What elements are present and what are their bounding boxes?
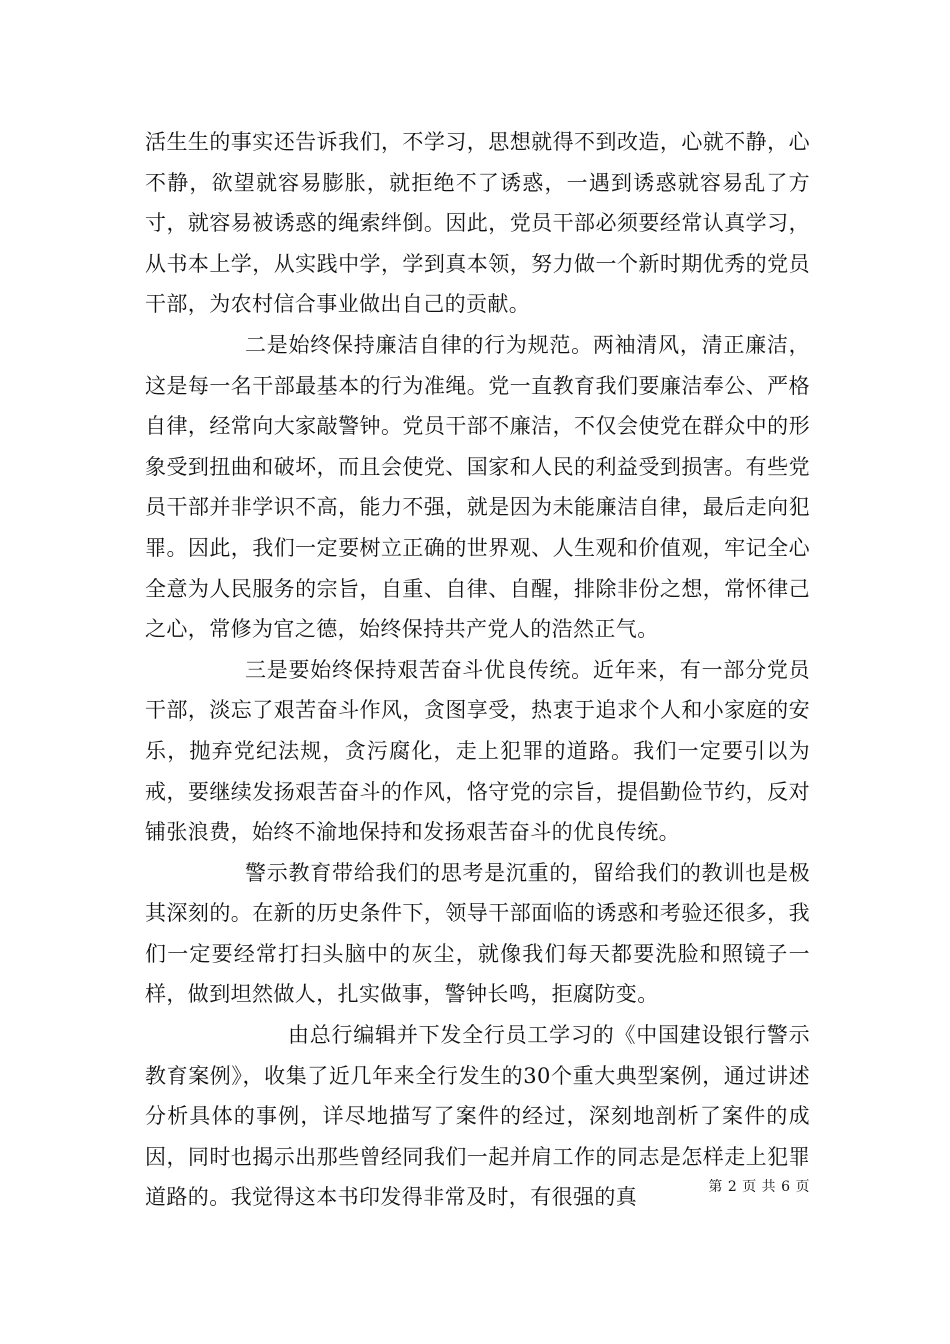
document-body	[145, 122, 810, 1218]
paragraph-case-book: 由总行编辑并下发全行员工学习的《中国建设银行警示教育案例》，收集了近几年来全行发生的30个重大典型案例，通过讲述分析具体的事例，详尽地描写了案件的经过，深刻地剖析了案件的成因，同时也揭示出那些曾经同我们一起并肩工作的同志是怎样走上犯罪道路的。我觉得这本书印发得非常及时，有很强的真	[145, 1023, 810, 1210]
page-number-footer: 第 2 页 共 6 页	[708, 1179, 810, 1195]
paragraph-integrity: 二是始终保持廉洁自律的行为规范。两袖清风，清正廉洁，这是每一名干部最基本的行为准绳。党一直教育我们要廉洁奉公、严格自律，经常向大家敲警钟。党员干部不廉洁，不仅会使党在群众中的形象受到扭曲和破坏，而且会使党、国家和人民的利益受到损害。有些党员干部并非学识不高，能力不强，就是因为未能廉洁自律，最后走向犯罪。因此，我们一定要树立正确的世界观、人生观和价值观，牢记全心全意为人民服务的宗旨，自重、自律、自醒，排除非份之想，常怀律己之心，常修为官之德，始终保持共产党人的浩然正气。	[145, 332, 810, 642]
paragraph-warning-education: 警示教育带给我们的思考是沉重的，留给我们的教训也是极其深刻的。在新的历史条件下，领导干部面临的诱惑和考验还很多，我们一定要经常打扫头脑中的灰尘，就像我们每天都要洗脸和照镜子一样，做到坦然做人，扎实做事，警钟长鸣，拒腐防变。	[145, 860, 810, 1007]
paragraph-hard-work: 三是要始终保持艰苦奋斗优良传统。近年来，有一部分党员干部，淡忘了艰苦奋斗作风，贪图享受，热衷于追求个人和小家庭的安乐，抛弃党纪法规，贪污腐化，走上犯罪的道路。我们一定要引以为戒，要继续发扬艰苦奋斗的作风，恪守党的宗旨，提倡勤俭节约，反对铺张浪费，始终不渝地保持和发扬艰苦奋斗的优良传统。	[145, 657, 810, 845]
paragraph-continuation: 活生生的事实还告诉我们，不学习，思想就得不到改造，心就不静，心不静，欲望就容易膨胀，就拒绝不了诱惑，一遇到诱惑就容易乱了方寸，就容易被诱惑的绳索绊倒。因此，党员干部必须要经常认真学习，从书本上学，从实践中学，学到真本领，努力做一个新时期优秀的党员干部，为农村信合事业做出自己的贡献。	[145, 130, 810, 317]
